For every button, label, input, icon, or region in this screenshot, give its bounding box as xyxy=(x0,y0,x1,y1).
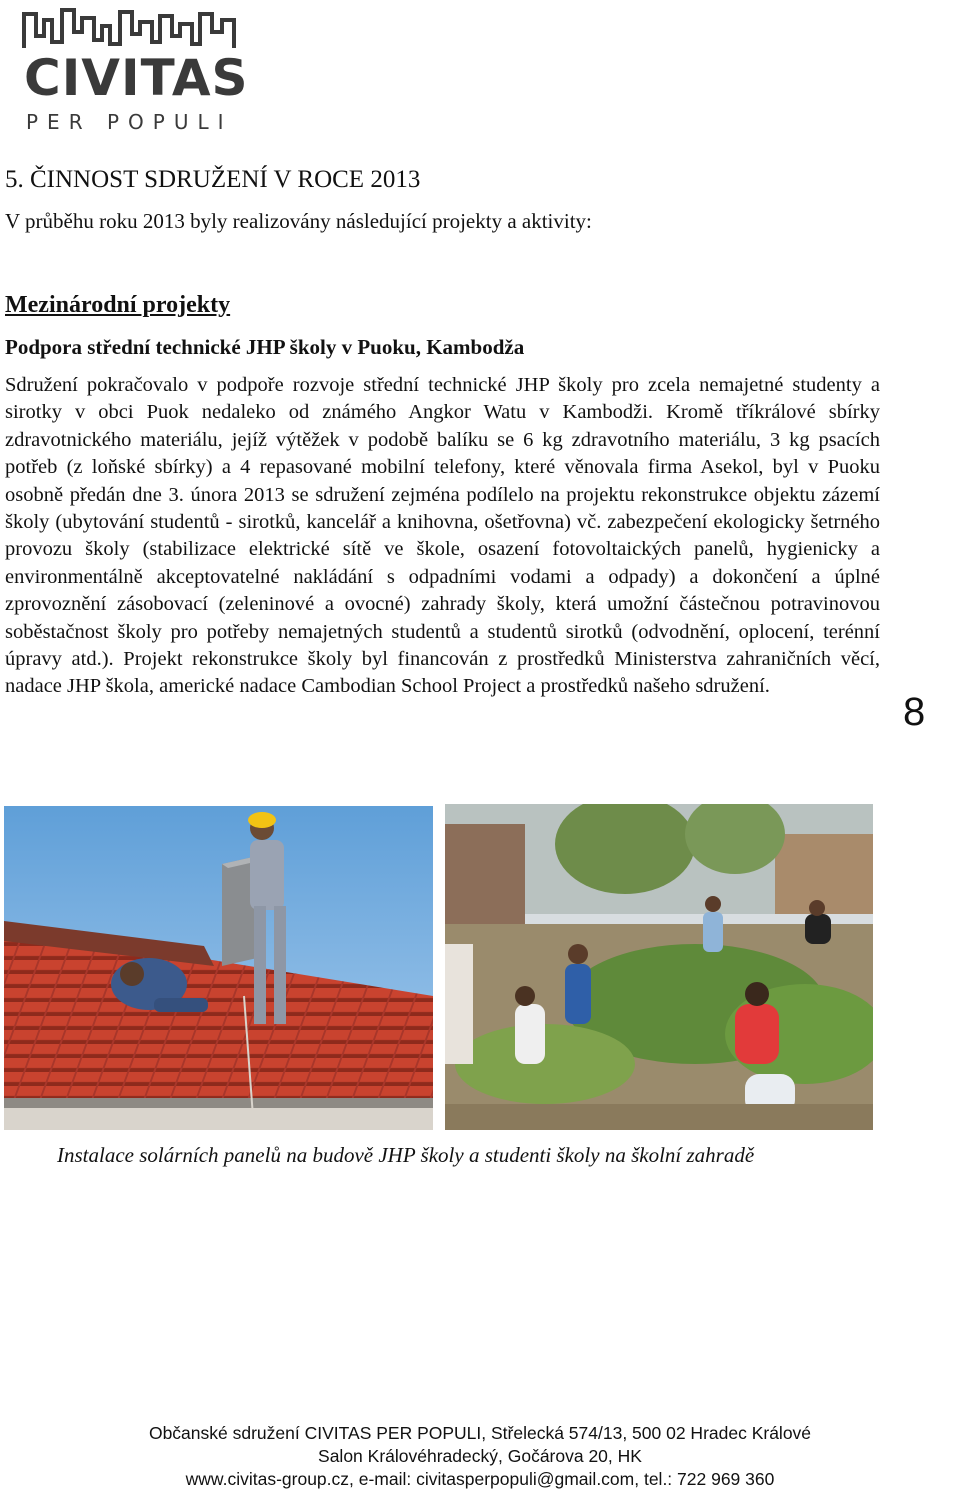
solar-installation-photo xyxy=(4,806,433,1130)
photo-caption: Instalace solárních panelů na budově JHP školy a studenti školy na školní zahradě xyxy=(57,1143,755,1167)
section-intro: V průběhu roku 2013 byly realizovány následující projekty a aktivity: xyxy=(5,209,592,233)
school-garden-photo xyxy=(445,804,873,1130)
footer-salon-line: Salon Královéhradecký, Gočárova 20, HK xyxy=(318,1446,642,1466)
logo-tagline: PER POPULI xyxy=(26,110,233,134)
page-number: 8 xyxy=(903,690,926,734)
page-footer xyxy=(0,1422,960,1489)
logo-brand-text: CIVITAS xyxy=(24,49,249,107)
project-title: Podpora střední technické JHP školy v Puoku, Kambodža xyxy=(5,335,525,359)
organization-logo xyxy=(22,6,249,134)
section-title: 5. ČINNOST SDRUŽENÍ V ROCE 2013 xyxy=(5,166,421,193)
subsection-title: Mezinárodní projekty xyxy=(5,292,231,318)
footer-address-line: Občanské sdružení CIVITAS PER POPULI, Střelecká 574/13, 500 02 Hradec Králové xyxy=(148,1423,812,1443)
footer-contact-line: www.civitas-group.cz, e-mail: civitasperpopuli@gmail.com, tel.: 722 969 360 xyxy=(185,1469,775,1489)
project-description: Sdružení pokračovalo v podpoře rozvoje střední technické JHP školy pro zcela nemajetné studenty a sirotky v obci Puok nedaleko od známého Angkor Watu v Kambodži. Kromě tříkrálové sbírky zdravotnického materiálu, jejíž výtěžek v podobě balíku se 6 kg zdravotního materiálu, 3 kg psacích potřeb (z loňské sbírky) a 4 repasované mobilní telefony, které věnovala firma Asekol, byl v Puoku osobně předán dne 3. února 2013 se sdružení zejména podílelo na projektu rekonstrukce objektu zázemí školy (ubytování studentů - sirotků, kancelář a knihovna, ošetřovna) vč. zabezpečení ekologicky šetrného provozu školy (stabilizace elektrické sítě ve škole, osazení fotovoltaických panelů, hygienicky a environmentálně akceptovatelné nakládání s odpadními vodami a odpady) a dokončení a úplné zprovoznění zásobovací (zeleninové a ovocné) zahrady školy, která umožní částečnou potravinovou soběstačnost školy pro potřeby nemajetných studentů a studentů sirotků (odvodnění, oplocení, terénní úpravy atd.). Projekt rekonstrukce školy byl financován z prostředků Ministerstva zahraničních věcí, nadace JHP škola, americké nadace Cambodian School Project a prostředků našeho sdružení. xyxy=(5,374,880,698)
city-skyline-icon xyxy=(22,6,242,50)
